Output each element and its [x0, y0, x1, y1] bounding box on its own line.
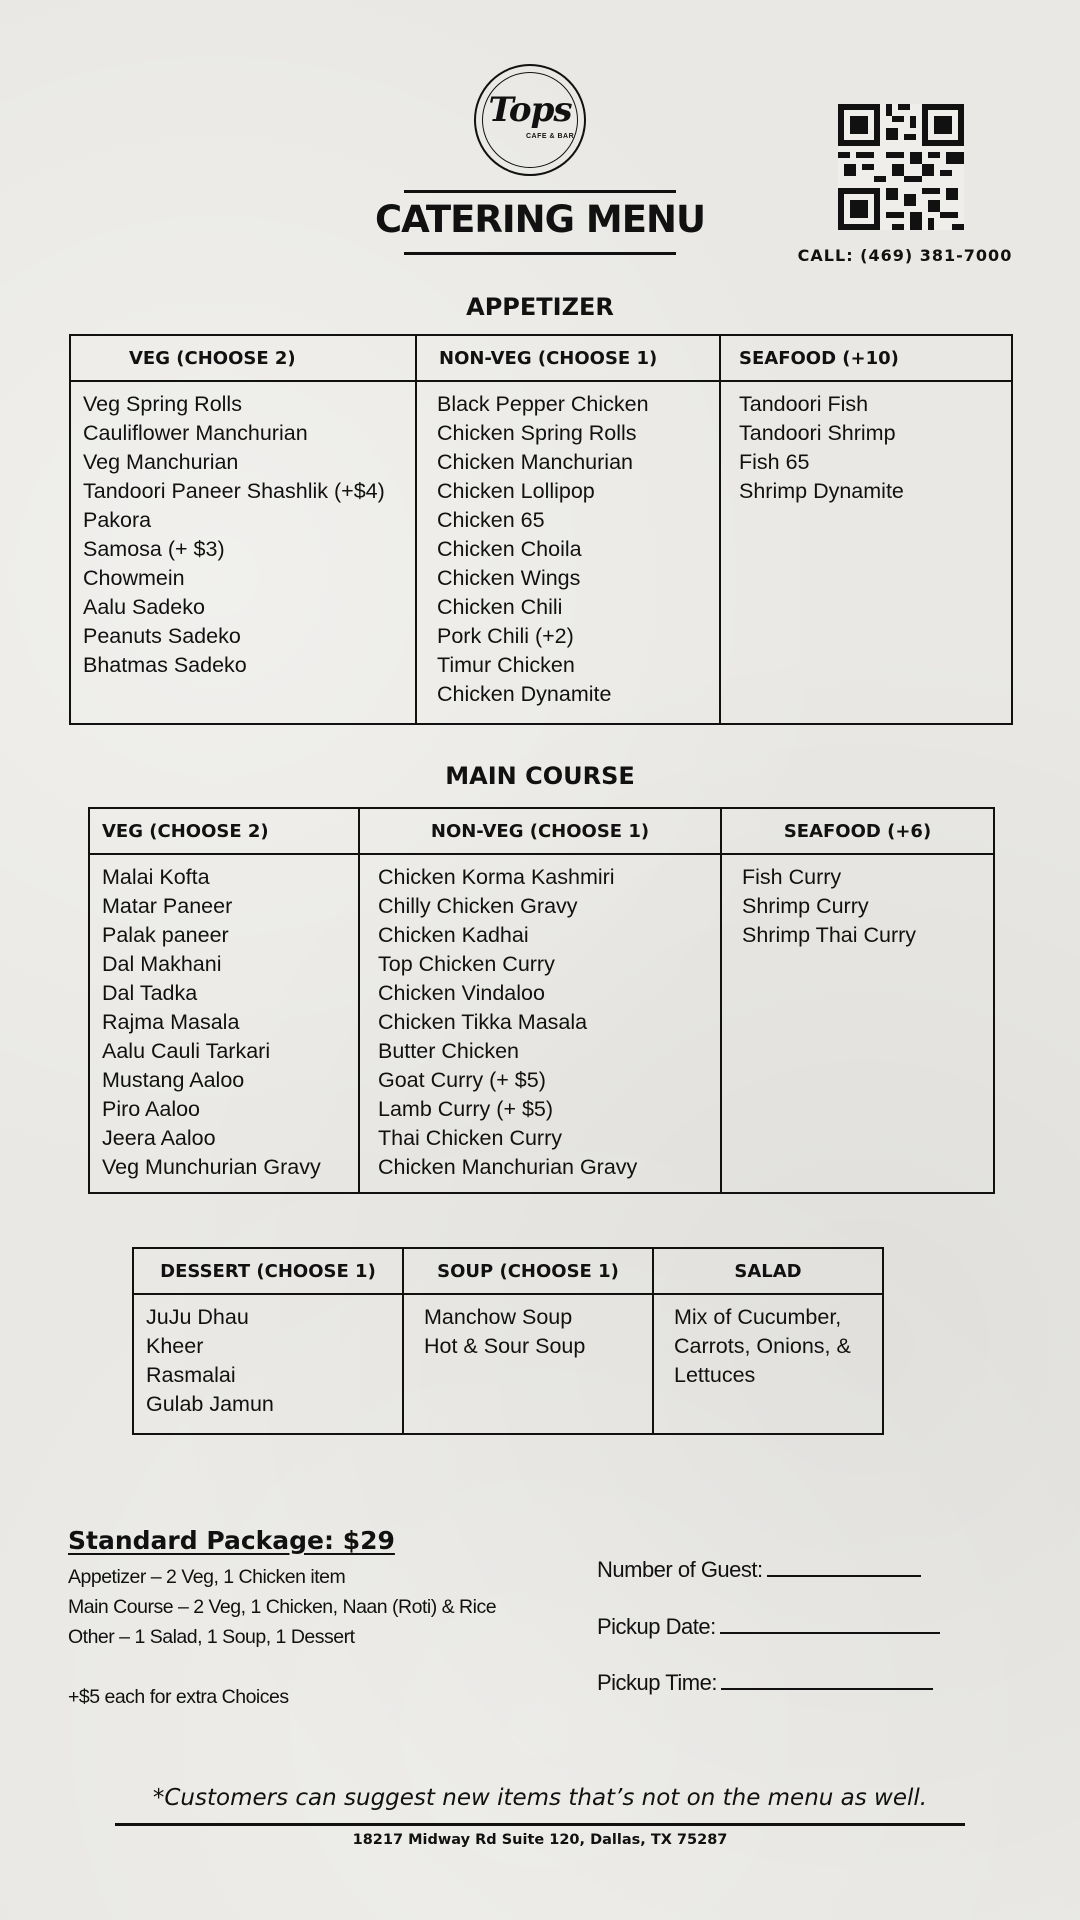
appetizer-nonveg-list [416, 381, 720, 724]
list-item: Chicken Chili [437, 595, 563, 619]
list-item: Kheer [146, 1334, 204, 1358]
appetizer-veg-list [70, 381, 416, 724]
list-item: Thai Chicken Curry [378, 1126, 562, 1150]
list-item: Aalu Sadeko [83, 595, 205, 619]
list-item: Chicken Vindaloo [378, 981, 545, 1005]
list-item: Chicken Tikka Masala [378, 1010, 588, 1034]
list-item: Peanuts Sadeko [83, 624, 241, 648]
appetizer-seafood-header: SEAFOOD (+10) [720, 335, 1012, 381]
list-item: Timur Chicken [437, 653, 575, 677]
list-item: Chicken Dynamite [437, 682, 612, 706]
package-line: Other – 1 Salad, 1 Soup, 1 Dessert [68, 1626, 355, 1648]
list-item: Dal Makhani [102, 952, 222, 976]
list-item: Shrimp Dynamite [739, 479, 904, 503]
main-seafood-list [721, 854, 994, 1193]
list-item: Chicken Kadhai [378, 923, 529, 947]
address: 18217 Midway Rd Suite 120, Dallas, TX 75287 [352, 1832, 728, 1848]
title-bottom-rule [404, 252, 676, 255]
list-item: Tandoori Shrimp [739, 421, 896, 445]
main-course-table [88, 807, 995, 1194]
list-item: Dal Tadka [102, 981, 198, 1005]
list-item: Aalu Cauli Tarkari [102, 1039, 271, 1063]
guests-label: Number of Guest: [597, 1557, 763, 1582]
list-item: Gulab Jamun [146, 1392, 274, 1416]
list-item: Rasmalai [146, 1363, 236, 1387]
main-seafood-header: SEAFOOD (+6) [721, 808, 994, 854]
appetizer-title: APPETIZER [466, 293, 614, 321]
package-line: Main Course – 2 Veg, 1 Chicken, Naan (Roti) & Rice [68, 1596, 497, 1618]
list-item: Palak paneer [102, 923, 229, 947]
dessert-list [133, 1294, 403, 1434]
appetizer-table [69, 334, 1013, 725]
list-item: Veg Manchurian [83, 450, 239, 474]
list-item: Chicken Choila [437, 537, 582, 561]
logo-text: Tops [488, 90, 572, 130]
list-item: Chicken 65 [437, 508, 545, 532]
page-title: CATERING MENU [374, 198, 705, 241]
list-item: Chowmein [83, 566, 185, 590]
list-item: Mix of Cucumber, [674, 1305, 842, 1329]
appetizer-nonveg-header: NON-VEG (CHOOSE 1) [416, 335, 720, 381]
title-top-rule [404, 190, 676, 193]
list-item: Tandoori Paneer Shashlik (+$4) [83, 479, 385, 503]
guests-input-line[interactable] [767, 1575, 921, 1577]
list-item: Black Pepper Chicken [437, 392, 649, 416]
main-veg-header: VEG (CHOOSE 2) [89, 808, 359, 854]
pickup-time-label: Pickup Time: [597, 1670, 717, 1695]
pickup-date-field[interactable] [597, 1614, 940, 1640]
list-item: Mustang Aaloo [102, 1068, 245, 1092]
footer-rule [115, 1823, 965, 1826]
qr-code-icon[interactable] [838, 104, 964, 230]
list-item: Pakora [83, 508, 152, 532]
soup-list [403, 1294, 653, 1434]
list-item: Pork Chili (+2) [437, 624, 574, 648]
list-item: Jeera Aaloo [102, 1126, 216, 1150]
list-item: Chilly Chicken Gravy [378, 894, 578, 918]
list-item: Chicken Spring Rolls [437, 421, 637, 445]
appetizer-seafood-list [720, 381, 1012, 724]
list-item: Fish 65 [739, 450, 810, 474]
list-item: Lettuces [674, 1363, 756, 1387]
salad-list [653, 1294, 883, 1434]
package-line: Appetizer – 2 Veg, 1 Chicken item [68, 1566, 346, 1588]
list-item: Manchow Soup [424, 1305, 573, 1329]
guests-field[interactable] [597, 1557, 921, 1583]
logo-subtext: CAFE & BAR [526, 133, 575, 140]
pickup-time-input-line[interactable] [721, 1688, 933, 1690]
dessert-header: DESSERT (CHOOSE 1) [133, 1248, 403, 1294]
list-item: Rajma Masala [102, 1010, 240, 1034]
appetizer-veg-header: VEG (CHOOSE 2) [70, 335, 416, 381]
list-item: Hot & Sour Soup [424, 1334, 586, 1358]
list-item: Veg Munchurian Gravy [102, 1155, 321, 1179]
footer-note: *Customers can suggest new items that’s not on the menu as well. [152, 1785, 928, 1811]
list-item: Fish Curry [742, 865, 842, 889]
list-item: Tandoori Fish [739, 392, 869, 416]
list-item: Bhatmas Sadeko [83, 653, 247, 677]
list-item: Matar Paneer [102, 894, 233, 918]
list-item: Shrimp Curry [742, 894, 869, 918]
main-veg-list [89, 854, 359, 1193]
main-nonveg-header: NON-VEG (CHOOSE 1) [359, 808, 721, 854]
soup-header: SOUP (CHOOSE 1) [403, 1248, 653, 1294]
list-item: JuJu Dhau [146, 1305, 249, 1329]
list-item: Piro Aaloo [102, 1097, 201, 1121]
package-title: Standard Package: $29 [68, 1526, 395, 1555]
logo [474, 64, 586, 176]
list-item: Chicken Wings [437, 566, 581, 590]
list-item: Top Chicken Curry [378, 952, 555, 976]
pickup-time-field[interactable] [597, 1670, 933, 1696]
list-item: Chicken Manchurian [437, 450, 633, 474]
package-extra-note: +$5 each for extra Choices [68, 1686, 289, 1708]
extras-table [132, 1247, 884, 1435]
main-nonveg-list [359, 854, 721, 1193]
list-item: Goat Curry (+ $5) [378, 1068, 546, 1092]
phone-number[interactable]: CALL: (469) 381-7000 [797, 246, 1013, 265]
pickup-date-label: Pickup Date: [597, 1614, 716, 1639]
salad-header: SALAD [653, 1248, 883, 1294]
list-item: Chicken Lollipop [437, 479, 595, 503]
list-item: Chicken Manchurian Gravy [378, 1155, 638, 1179]
list-item: Cauliflower Manchurian [83, 421, 308, 445]
main-course-title: MAIN COURSE [445, 762, 635, 790]
list-item: Butter Chicken [378, 1039, 520, 1063]
pickup-date-input-line[interactable] [720, 1632, 940, 1634]
list-item: Samosa (+ $3) [83, 537, 225, 561]
list-item: Carrots, Onions, & [674, 1334, 851, 1358]
list-item: Lamb Curry (+ $5) [378, 1097, 554, 1121]
list-item: Chicken Korma Kashmiri [378, 865, 615, 889]
list-item: Malai Kofta [102, 865, 210, 889]
list-item: Veg Spring Rolls [83, 392, 242, 416]
list-item: Shrimp Thai Curry [742, 923, 917, 947]
